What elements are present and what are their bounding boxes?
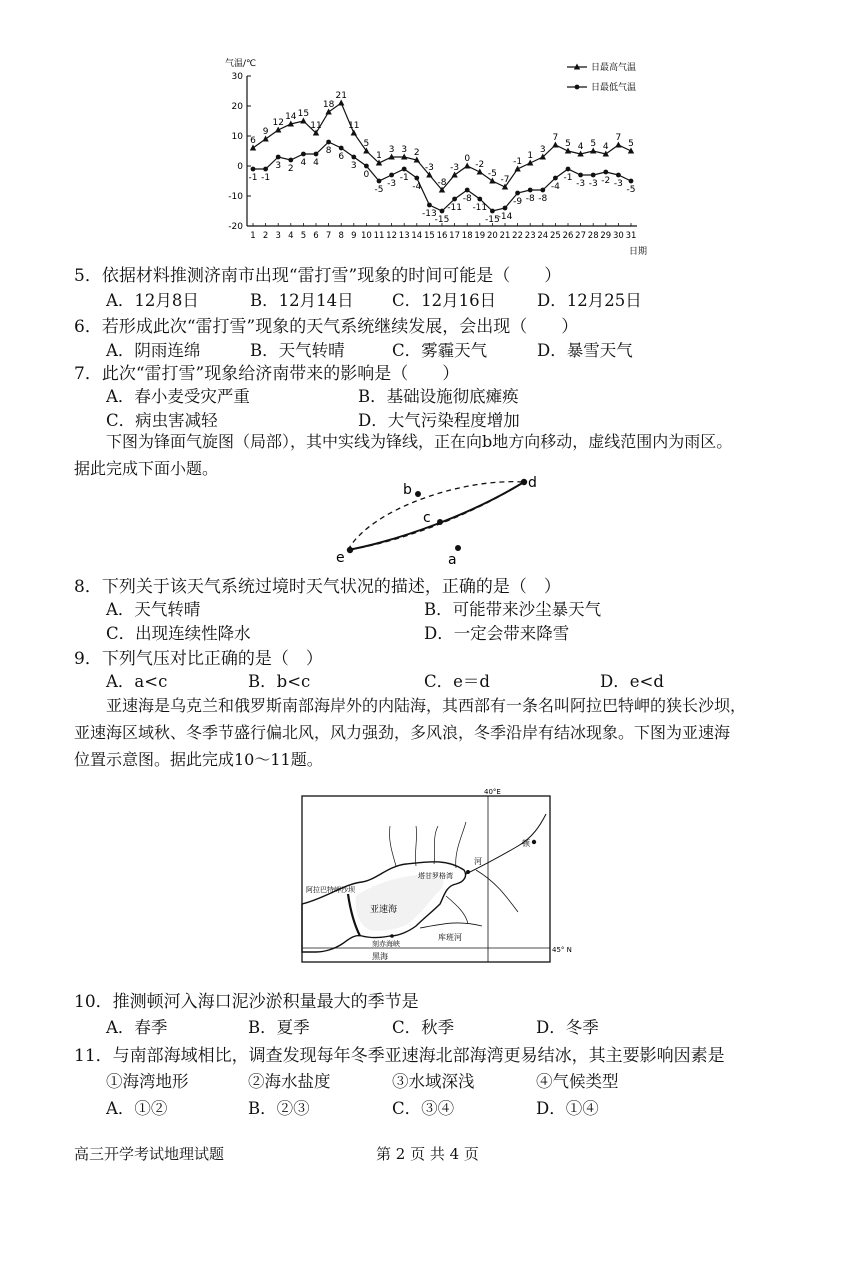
x-tick-label: 9	[351, 231, 357, 241]
label-arabat: 阿拉巴特岬沙坝	[306, 886, 355, 894]
high-temp-label: 7	[552, 133, 559, 143]
high-temp-label: 4	[602, 142, 609, 152]
low-temp-point	[402, 167, 407, 172]
x-tick-label: 13	[398, 231, 410, 241]
q11-option-b[interactable]: B．②③	[248, 1099, 310, 1118]
x-tick-label: 2	[262, 231, 269, 241]
low-temp-point	[578, 173, 583, 178]
high-temp-label: -1	[513, 157, 523, 167]
azov-intro-line-1: 亚速海是乌克兰和俄罗斯南部海岸外的内陆海，其西部有一条名叫阿拉巴特岬的狭长沙坝，	[106, 696, 747, 715]
high-temp-label: 0	[464, 154, 471, 164]
low-temp-label: -3	[387, 179, 397, 189]
question-9-stem: 9．下列气压对比正确的是（ ）	[74, 649, 323, 669]
x-tick-label: 4	[288, 231, 294, 241]
q10-option-a[interactable]: A．春季	[106, 1018, 168, 1037]
low-temp-point	[414, 176, 419, 181]
lat-label: 45° N	[552, 946, 572, 954]
front-diagram	[330, 470, 550, 570]
q7-option-c[interactable]: C．病虫害减轻	[106, 411, 218, 430]
footer-page-number: 第 2 页 共 4 页	[376, 1145, 479, 1163]
x-tick-label: 28	[587, 231, 599, 241]
label-e: e	[336, 550, 345, 566]
low-temp-point	[477, 197, 482, 202]
low-temp-point	[540, 188, 545, 193]
low-temp-point	[288, 158, 293, 163]
q5-option-b[interactable]: B．12月14日	[250, 291, 354, 310]
azov-intro	[74, 692, 804, 773]
x-tick-label: 31	[625, 231, 637, 241]
y-tick-label: 30	[231, 72, 243, 82]
q5-option-c[interactable]: C．12月16日	[392, 291, 497, 310]
q5-option-a[interactable]: A．12月8日	[106, 291, 199, 310]
x-tick-label: 19	[474, 231, 486, 241]
low-temp-point	[251, 167, 256, 172]
point-a	[455, 545, 461, 551]
low-temp-label: -5	[626, 185, 636, 195]
temperature-chart	[215, 50, 660, 265]
x-tick-label: 20	[486, 231, 498, 241]
x-tick-label: 6	[313, 231, 319, 241]
x-tick-label: 10	[360, 231, 372, 241]
low-temp-label: -15	[434, 215, 450, 225]
label-taganrog: 塔甘罗格湾	[418, 872, 453, 880]
x-tick-label: 22	[512, 231, 524, 241]
x-tick-label: 8	[338, 231, 344, 241]
label-c: c	[423, 510, 431, 526]
low-temp-point	[301, 152, 306, 157]
question-11-stem: 11．与南部海域相比，调查发现每年冬季亚速海北部海湾更易结冰，其主要影响因素是	[74, 1046, 725, 1066]
question-6-stem: 6．若形成此次“雷打雪”现象的天气系统继续发展，会出现（ ）	[74, 317, 579, 337]
low-temp-label: 2	[287, 164, 294, 174]
high-temp-label: 9	[262, 127, 269, 137]
low-temp-label: -1	[261, 173, 271, 183]
label-d: d	[528, 475, 537, 491]
low-temp-label: -13	[422, 209, 437, 219]
low-temp-label: -4	[550, 182, 560, 192]
question-10-stem: 10．推测顿河入海口泥沙淤积量最大的季节是	[74, 992, 419, 1012]
low-temp-point	[528, 188, 533, 193]
x-tick-label: 12	[386, 231, 398, 241]
high-temp-label: 5	[565, 139, 571, 149]
x-tick-label: 30	[612, 231, 624, 241]
q8-option-c[interactable]: C．出现连续性降水	[106, 624, 251, 643]
q11-factor-1: ①海湾地形	[106, 1072, 189, 1091]
high-temp-label: 12	[272, 118, 284, 128]
low-temp-label: -3	[588, 179, 598, 189]
question-7-stem: 7．此次“雷打雪”现象给济南带来的影响是（ ）	[74, 364, 460, 384]
low-temp-label: -1	[399, 173, 409, 183]
high-temp-label: 11	[310, 121, 322, 131]
label-kerch: 刻赤海峡	[372, 940, 400, 948]
question-8-stem: 8．下列关于该天气系统过境时天气状况的描述，正确的是（ ）	[74, 577, 561, 597]
low-temp-label: -11	[472, 203, 488, 213]
label-don: 顿	[522, 839, 530, 848]
point-d	[521, 479, 527, 485]
q11-factor-3: ③水域深浅	[392, 1072, 475, 1091]
high-temp-label: 3	[388, 145, 395, 155]
high-temp-label: 5	[590, 139, 597, 149]
q11-option-c[interactable]: C．③④	[392, 1099, 455, 1118]
label-azov: 亚速海	[370, 905, 398, 915]
low-temp-point	[591, 173, 596, 178]
low-temp-label: -3	[576, 179, 586, 189]
x-tick-label: 5	[300, 231, 307, 241]
low-temp-label: 0	[363, 170, 370, 180]
high-temp-label: -5	[487, 169, 497, 179]
q9-option-c[interactable]: C．e＝d	[424, 672, 490, 691]
low-temp-label: -8	[525, 194, 535, 204]
high-temp-label: 3	[539, 145, 546, 155]
question-5-stem: 5．依据材料推测济南市出现“雷打雪”现象的时间可能是（ ）	[74, 266, 562, 286]
q6-option-c[interactable]: C．雾霾天气	[392, 341, 488, 360]
low-temp-label: -5	[374, 185, 384, 195]
low-temp-point	[490, 209, 495, 214]
low-temp-point	[452, 197, 457, 202]
front-line	[348, 482, 524, 550]
low-temp-label: -9	[513, 197, 523, 207]
q8-option-b[interactable]: B．可能带来沙尘暴天气	[424, 600, 602, 619]
q10-option-c[interactable]: C．秋季	[392, 1018, 455, 1037]
q9-option-d[interactable]: D．e<d	[600, 672, 664, 691]
high-temp-label: 6	[250, 136, 256, 146]
lon-label: 40°E	[484, 788, 501, 796]
x-tick-label: 26	[562, 231, 574, 241]
low-temp-label: -1	[248, 173, 258, 183]
label-black-sea: 黑海	[372, 952, 388, 961]
point-e	[347, 547, 353, 553]
point-c	[437, 519, 443, 525]
low-temp-point	[351, 155, 356, 160]
low-temp-point	[616, 173, 621, 178]
q7-option-a[interactable]: A．春小麦受灾严重	[106, 387, 250, 406]
x-tick-label: 25	[549, 231, 561, 241]
x-tick-label: 1	[250, 231, 256, 241]
label-a: a	[448, 552, 457, 568]
x-tick-label: 17	[449, 231, 461, 241]
q11-option-a[interactable]: A．①②	[106, 1099, 168, 1118]
high-temp-label: -7	[500, 175, 510, 185]
legend-label-low: 日最低气温	[591, 83, 637, 93]
high-temp-label: 11	[348, 121, 360, 131]
high-temp-label: 2	[413, 148, 420, 158]
x-tick-label: 14	[411, 231, 423, 241]
low-temp-label: -8	[538, 194, 548, 204]
azov-intro-line-2: 亚速海区域秋、冬季节盛行偏北风，风力强劲，多风浪，冬季沿岸有结冰现象。下图为亚速海	[74, 723, 731, 742]
low-temp-point	[427, 203, 432, 208]
q7-option-b[interactable]: B．基础设施彻底瘫痪	[358, 387, 519, 406]
low-temp-point	[276, 155, 281, 160]
low-temp-label: 3	[275, 161, 282, 171]
q6-option-d[interactable]: D．暴雪天气	[537, 341, 633, 360]
x-tick-label: 18	[461, 231, 473, 241]
x-tick-label: 16	[436, 231, 448, 241]
x-tick-label: 3	[275, 231, 281, 241]
low-temp-point	[503, 206, 508, 211]
high-temp-label: 1	[527, 151, 534, 161]
series-line-high	[253, 103, 631, 190]
high-temp-label: -3	[424, 163, 434, 173]
low-temp-label: -2	[601, 176, 611, 186]
q6-option-b[interactable]: B．天气转晴	[250, 341, 345, 360]
label-river: 河	[474, 857, 482, 866]
y-axis-label: 气温/℃	[225, 59, 257, 69]
azov-intro-line-3: 位置示意图。据此完成10～11题。	[74, 750, 323, 769]
low-temp-label: -14	[497, 212, 513, 222]
high-temp-label: -8	[437, 178, 447, 188]
x-tick-label: 15	[423, 231, 435, 241]
front-intro-line-2: 据此完成下面小题。	[74, 459, 219, 478]
low-temp-point	[629, 179, 634, 184]
q9-option-b[interactable]: B．b<c	[248, 672, 311, 691]
label-kuban: 库班河	[438, 933, 462, 942]
low-temp-label: 6	[338, 152, 345, 162]
x-axis-label: 日期	[629, 247, 648, 257]
high-temp-label: -2	[475, 160, 485, 170]
high-temp-label: 14	[285, 112, 297, 122]
low-temp-point	[553, 176, 558, 181]
q5-option-d[interactable]: D．12月25日	[537, 291, 642, 310]
low-temp-point	[515, 191, 520, 196]
rain-area-boundary	[348, 482, 524, 550]
low-temp-label: 4	[300, 158, 307, 168]
x-tick-label: 24	[537, 231, 549, 241]
q9-option-a[interactable]: A．a<c	[106, 672, 168, 691]
x-tick-label: 29	[600, 231, 612, 241]
low-temp-point	[314, 152, 319, 157]
high-temp-label: 1	[376, 151, 382, 161]
y-tick-label: 10	[231, 132, 243, 142]
x-tick-label: 7	[325, 231, 332, 241]
low-temp-label: -8	[462, 194, 472, 204]
y-tick-label: 20	[231, 102, 243, 112]
q8-option-d[interactable]: D．一定会带来降雪	[424, 624, 570, 643]
y-tick-label: -10	[228, 192, 243, 202]
q7-option-d[interactable]: D．大气污染程度增加	[358, 411, 520, 430]
low-temp-point	[440, 209, 445, 214]
legend-circle-marker	[575, 85, 580, 90]
low-temp-label: -4	[412, 182, 422, 192]
x-tick-label: 21	[499, 231, 511, 241]
point-b	[415, 491, 421, 497]
low-temp-point	[377, 179, 382, 184]
q11-factor-2: ②海水盐度	[248, 1072, 331, 1091]
high-temp-label: 3	[401, 145, 408, 155]
legend-label-high: 日最高气温	[591, 63, 637, 73]
high-temp-label: 7	[615, 133, 622, 143]
low-temp-label: 4	[313, 158, 319, 168]
high-temp-label: 5	[363, 139, 370, 149]
x-tick-label: 23	[524, 231, 536, 241]
high-temp-label: -3	[450, 163, 460, 173]
azov-sea-map	[296, 786, 572, 968]
high-temp-label: 15	[297, 109, 310, 119]
low-temp-label: -15	[485, 215, 500, 225]
low-temp-label: 3	[350, 161, 357, 171]
front-intro-line-1: 下图为锋面气旋图（局部），其中实线为锋线，正在向b地方向移动，虚线范围内为雨区。	[106, 432, 733, 451]
low-temp-point	[364, 164, 369, 169]
low-temp-label: -3	[613, 179, 623, 189]
q11-factor-4: ④气候类型	[536, 1072, 619, 1091]
y-tick-label: 0	[237, 162, 243, 172]
low-temp-label: -11	[447, 203, 462, 213]
low-temp-point	[389, 173, 394, 178]
q11-option-d[interactable]: D．①④	[536, 1099, 599, 1118]
q10-option-d[interactable]: D．冬季	[536, 1018, 599, 1037]
low-temp-label: 8	[325, 146, 332, 156]
x-tick-label: 11	[373, 231, 385, 241]
x-tick-label: 27	[575, 231, 587, 241]
low-temp-point	[263, 167, 268, 172]
low-temp-point	[339, 146, 344, 151]
low-temp-point	[566, 167, 571, 172]
footer-exam-title: 高三开学考试地理试题	[74, 1145, 225, 1163]
q6-option-a[interactable]: A．阴雨连绵	[106, 341, 201, 360]
high-temp-label: 21	[335, 91, 347, 101]
y-tick-label: -20	[228, 222, 243, 232]
low-temp-point	[326, 140, 331, 145]
low-temp-point	[465, 188, 470, 193]
label-b: b	[403, 482, 412, 498]
high-temp-label: 5	[628, 139, 634, 149]
high-temp-label: 18	[322, 100, 335, 110]
low-temp-point	[603, 170, 608, 175]
low-temp-label: -1	[563, 173, 573, 183]
q10-option-b[interactable]: B．夏季	[248, 1018, 310, 1037]
q8-option-a[interactable]: A．天气转晴	[106, 600, 201, 619]
high-temp-label: 4	[577, 142, 584, 152]
